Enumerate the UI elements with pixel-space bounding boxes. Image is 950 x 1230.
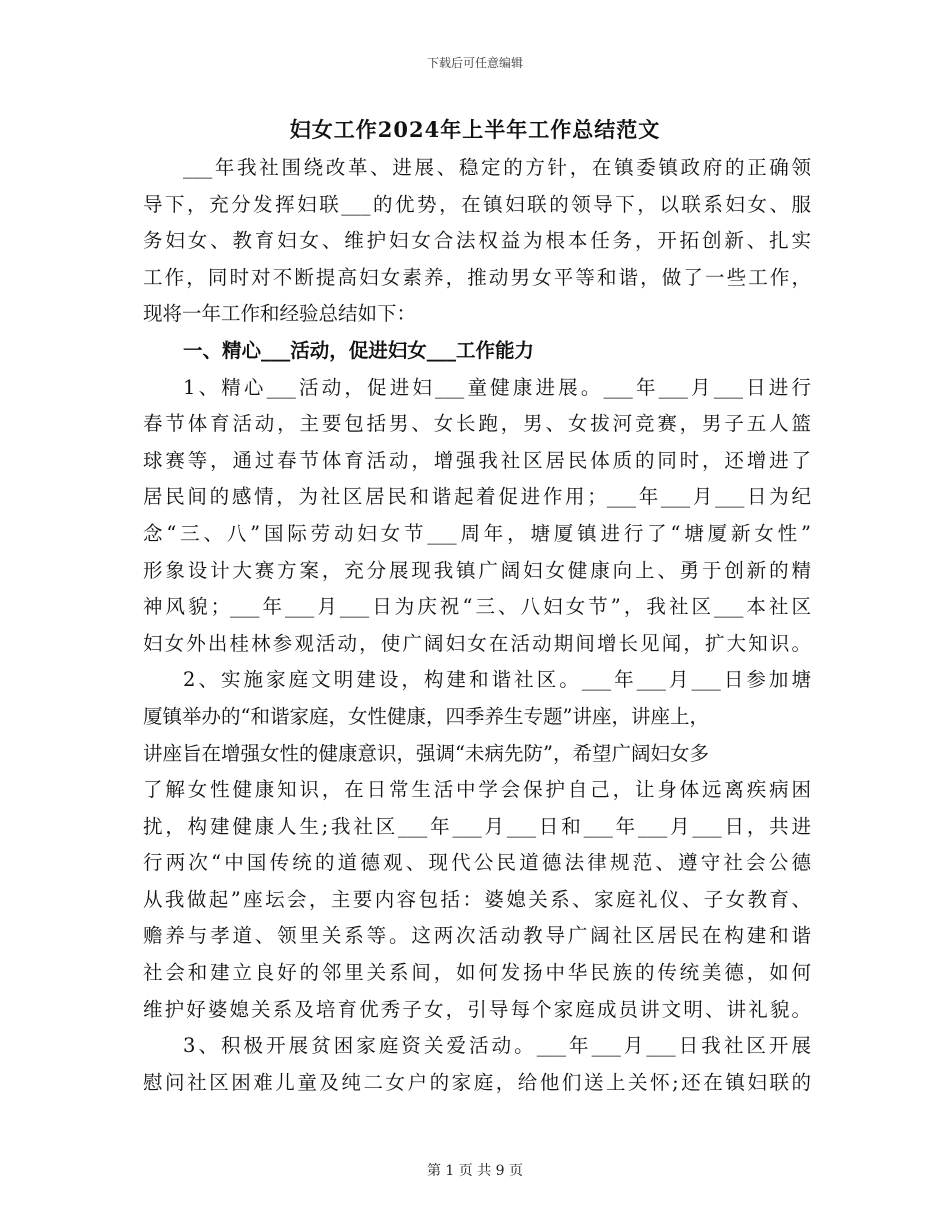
paragraph-line: 行两次“中国传统的道德观、现代公民道德法律规范、遵守社会公德 — [143, 851, 811, 875]
paragraph-line: 球赛等，通过春节体育活动，增强我社区居民体质的同时，还增进了 — [143, 448, 811, 472]
paragraph-line: 现将一年工作和经验总结如下： — [143, 302, 417, 326]
paragraph-line: 维护好婆媳关系及培育优秀子女，引导每个家庭成员讲文明、讲礼貌。 — [143, 997, 811, 1021]
paragraph-line: 社会和建立良好的邻里关系间，如何发扬中华民族的传统美德，如何 — [143, 961, 811, 985]
paragraph-line: 1、精心___活动，促进妇___童健康进展。___年___月___日进行 — [183, 375, 811, 399]
paragraph-line: 讲座旨在增强女性的健康意识，强调“未病先防”，希望广阔妇女多 — [143, 741, 709, 765]
paragraph-line: 妇女外出桂林参观活动，使广阔妇女在活动期间增长见闻，扩大知识。 — [143, 631, 811, 655]
paragraph-line: 赡养与孝道、领里关系等。这两次活动教导广阔社区居民在构建和谐 — [143, 924, 811, 948]
paragraph-line: 务妇女、教育妇女、维护妇女合法权益为根本任务，开拓创新、扎实 — [143, 229, 811, 253]
paragraph-line: ___年我社围绕改革、进展、稳定的方针，在镇委镇政府的正确领 — [183, 156, 811, 179]
paragraph-line: 春节体育活动，主要包括男、女长跑，男、女拔河竞赛，男子五人篮 — [143, 412, 811, 436]
document-title: 妇女工作2024年上半年工作总结范文 — [289, 117, 661, 142]
paragraph-line: 了解女性健康知识，在日常生活中学会保护自己，让身体远离疾病困 — [143, 778, 811, 802]
page-number: 第 1 页 共 9 页 — [426, 1163, 524, 1179]
paragraph-line: 扰，构建健康人生;我社区___年___月___日和___年___月___日，共进 — [143, 814, 811, 838]
paragraph-line: 2、实施家庭文明建设，构建和谐社区。___年___月___日参加塘 — [183, 668, 811, 692]
paragraph-line: 工作，同时对不断提高妇女素养，推动男女平等和谐，做了一些工作， — [143, 265, 811, 289]
paragraph-line: 念“三、八”国际劳动妇女节___周年，塘厦镇进行了“塘厦新女性” — [143, 521, 811, 545]
page-header: 下载后可任意编辑 — [426, 56, 523, 70]
paragraph-line: 厦镇举办的“和谐家庭，女性健康，四季养生专题”讲座，讲座上， — [143, 704, 709, 728]
paragraph-line: 导下，充分发挥妇联___的优势，在镇妇联的领导下，以联系妇女、服 — [143, 192, 811, 216]
document-body — [143, 150, 811, 1101]
paragraph-line: 3、积极开展贫困家庭资关爱活动。___年___月___日我社区开展 — [183, 1034, 811, 1058]
paragraph-line: 形象设计大赛方案，充分展现我镇广阔妇女健康向上、勇于创新的精 — [143, 558, 811, 582]
paragraph-line: 从我做起”座坛会，主要内容包括：婆媳关系、家庭礼仪、子女教育、 — [143, 887, 811, 911]
paragraph-line: 居民间的感情，为社区居民和谐起着促进作用；___年___月___日为纪 — [143, 485, 811, 509]
paragraph-line: 神风貌；___年___月___日为庆祝“三、八妇女节”，我社区___本社区 — [143, 595, 811, 619]
paragraph-line: 慰问社区困难儿童及纯二女户的家庭，给他们送上关怀;还在镇妇联的 — [143, 1070, 811, 1094]
section-heading: 一、精心___活动，促进妇女___工作能力 — [183, 338, 535, 362]
